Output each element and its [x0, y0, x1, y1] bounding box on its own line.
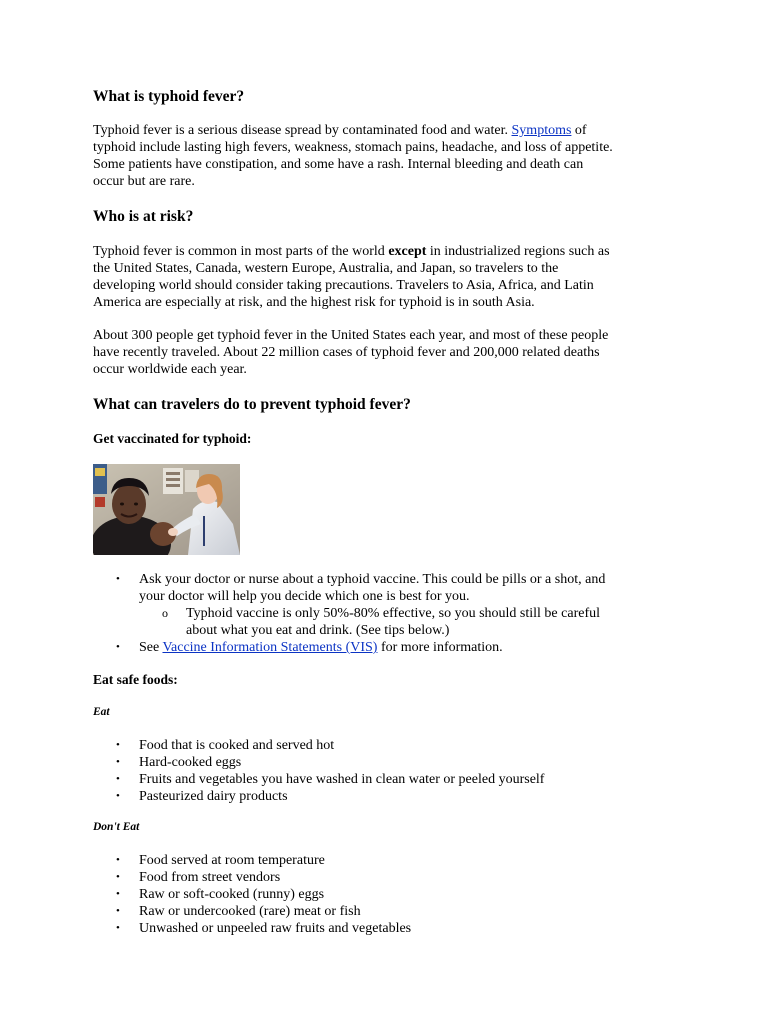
bullet-icon: • [116, 641, 120, 653]
list-item-text: Hard-cooked eggs [139, 755, 242, 770]
vaccination-photo [93, 464, 240, 555]
vaccine-sub-list [139, 605, 605, 639]
list-item [93, 869, 411, 886]
heading-prevent: What can travelers do to prevent typhoid fever? [93, 396, 411, 413]
bullet-icon: • [116, 888, 120, 900]
bullet-icon: • [116, 573, 120, 585]
list-item [93, 788, 544, 805]
list-item: • See Vaccine Information Statements (VIS) for more information. [116, 640, 503, 655]
circle-bullet-icon: o [162, 606, 168, 620]
list-item [93, 886, 411, 903]
para-line: the United States, Canada, western Europe, Australia, and Japan, so travelers to the [93, 261, 559, 276]
vaccination-photo-illustration [93, 464, 240, 555]
list-item-text: Pasteurized dairy products [139, 789, 288, 804]
list-item-text: Raw or soft-cooked (runny) eggs [139, 887, 325, 902]
list-item-text: Raw or undercooked (rare) meat or fish [139, 904, 361, 919]
list-item-text: Fruits and vegetables you have washed in clean water or peeled yourself [139, 772, 545, 787]
paragraph-risk-2 [93, 327, 678, 378]
para-line: typhoid include lasting high fevers, weakness, stomach pains, headache, and loss of appetite. [93, 140, 613, 155]
list-item [93, 737, 544, 754]
heading-what-is-typhoid: What is typhoid fever? [93, 88, 245, 105]
list-item-text: Food served at room temperature [139, 853, 325, 868]
para-line: have recently traveled. About 22 million cases of typhoid fever and 200,000 related deaths [93, 345, 600, 360]
list-item [93, 903, 411, 920]
list-item-text: Food that is cooked and served hot [139, 738, 335, 753]
heading-get-vaccinated: Get vaccinated for typhoid: [93, 431, 252, 446]
list-item-text: Food from street vendors [139, 870, 281, 885]
para-line: occur worldwide each year. [93, 362, 247, 377]
para-line: developing world should consider taking precautions. Travelers to Asia, Africa, and Latin [93, 278, 594, 293]
para-line: occur but are rare. [93, 174, 195, 189]
paragraph-risk-1 [93, 243, 678, 311]
bullet-icon: • [116, 871, 120, 883]
bullet-icon: • [116, 905, 120, 917]
sub-list-item: o Typhoid vaccine is only 50%-80% effective, so you should still be careful about what you eat and drink. (See tips below.) [162, 606, 600, 638]
para-line: Typhoid fever is common in most parts of the world except in industrialized regions such as [93, 244, 610, 259]
heading-eat-safe-foods: Eat safe foods: [93, 672, 178, 687]
bullet-icon: • [116, 773, 120, 785]
eat-list [93, 737, 544, 805]
list-item [93, 754, 544, 771]
para-line: America are especially at risk, and the highest risk for typhoid is in south Asia. [93, 295, 535, 310]
list-item [93, 771, 544, 788]
label-eat: Eat [93, 706, 110, 718]
para-line: About 300 people get typhoid fever in the United States each year, and most of these people [93, 328, 609, 343]
list-item: • Ask your doctor or nurse about a typhoid vaccine. This could be pills or a shot, and your doctor will help you decide which one is best for you. o Typhoid vaccine is only 50%-80% effective, so you should still be careful about what you eat and drink. (See tips below.) [116, 572, 606, 638]
bullet-icon: • [116, 790, 120, 802]
para-line: Typhoid fever is a serious disease spread by contaminated food and water. Symptoms of [93, 123, 587, 138]
vis-link[interactable]: Vaccine Information Statements (VIS) [162, 640, 378, 655]
heading-who-is-at-risk: Who is at risk? [93, 208, 194, 225]
dont-eat-list [93, 852, 411, 937]
bullet-icon: • [116, 756, 120, 768]
list-item [93, 920, 411, 937]
label-dont-eat: Don't Eat [93, 821, 140, 833]
bullet-icon: • [116, 739, 120, 751]
vaccine-list [93, 571, 605, 656]
symptoms-link[interactable]: Symptoms [511, 123, 572, 138]
paragraph-what-is [93, 122, 678, 190]
list-item [93, 852, 411, 869]
para-line: Some patients have constipation, and some have a rash. Internal bleeding and death can [93, 157, 584, 172]
list-item-text: Unwashed or unpeeled raw fruits and vegetables [139, 921, 412, 936]
bullet-icon: • [116, 854, 120, 866]
bullet-icon: • [116, 922, 120, 934]
except-emphasis: except [388, 244, 427, 259]
